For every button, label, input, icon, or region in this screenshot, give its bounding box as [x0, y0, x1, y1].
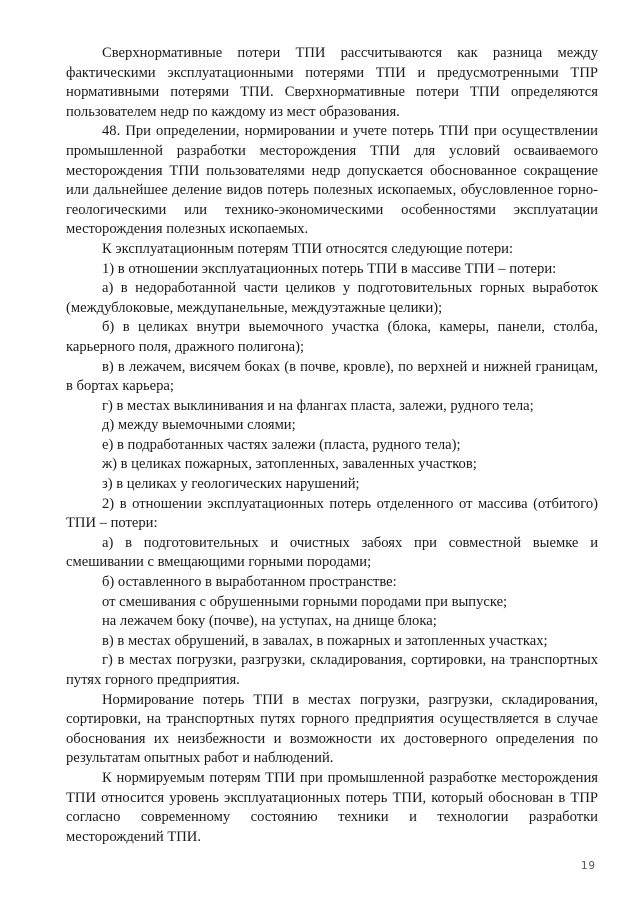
paragraph: в) в лежачем, висячем боках (в почве, кровле), по верхней и нижней границам, в бортах карьера; [66, 358, 598, 395]
paragraph: г) в местах погрузки, разгрузки, складирования, сортировки, на транспортных путях горного предприятия. [66, 652, 598, 688]
paragraph: 48. При определении, нормировании и учете потерь ТПИ при осуществлении промышленной разработки месторождения ТПИ для условий осваиваемого месторождения ТПИ пользователями недр допускается обоснованное сокращение или дальнейшее деление видов потерь полезных ископаемых, обусловленное горно-геологическими или технико-экономическими особенностями эксплуатации месторождения полезных ископаемых. [66, 123, 598, 238]
paragraph: К эксплуатационным потерям ТПИ относятся следующие потери: [102, 240, 514, 257]
paragraph: 1) в отношении эксплуатационных потерь ТПИ в массиве ТПИ – потери: [102, 260, 557, 277]
page-number: 19 [580, 859, 596, 872]
paragraph: 2) в отношении эксплуатационных потерь отделенного от массива (отбитого) ТПИ – потери: [66, 495, 598, 532]
paragraph: б) в целиках внутри выемочного участка (блока, камеры, панели, столба, карьерного поля, дражного полигона); [66, 319, 598, 355]
paragraph: а) в недоработанной части целиков у подготовительных горных выработок (междублоковые, междупанельные, междуэтажные целики); [66, 280, 598, 316]
paragraph: з) в целиках у геологических нарушений; [102, 476, 360, 493]
paragraph: от смешивания с обрушенными горными породами при выпуске; [102, 593, 508, 610]
paragraph: в) в местах обрушений, в завалах, в пожарных и затопленных участках; [102, 632, 548, 649]
paragraph: Нормирование потерь ТПИ в местах погрузки, разгрузки, складирования, сортировки, на транспортных путях горного предприятия осуществляется в случае обоснования их неизбежности и возможности их достоверного определения по результатам опытных работ и наблюдений. [66, 691, 598, 767]
paragraph: Сверхнормативные потери ТПИ рассчитываются как разница между фактическими эксплуатационными потерями ТПИ и предусмотренными ТПР нормативными потерями ТПИ. Сверхнормативные потери ТПИ определяются пользователем недр по каждому из мест образования. [66, 45, 598, 120]
paragraph: К нормируемым потерям ТПИ при промышленной разработке месторождения ТПИ относится уровень эксплуатационных потерь ТПИ, который обоснован в ТПР согласно современному состоянию техники и технологии разработки месторождений ТПИ. [66, 769, 598, 845]
paragraph: ж) в целиках пожарных, затопленных, заваленных участков; [102, 456, 477, 473]
paragraph: б) оставленного в выработанном пространстве: [102, 574, 397, 591]
paragraph: д) между выемочными слоями; [102, 417, 296, 434]
paragraph: а) в подготовительных и очистных забоях при совместной выемке и смешивании с вмещающими горными породами; [66, 534, 598, 571]
document-body [66, 44, 598, 847]
paragraph: на лежачем боку (почве), на уступах, на днище блока; [102, 613, 437, 630]
paragraph: г) в местах выклинивания и на флангах пласта, залежи, рудного тела; [102, 397, 534, 414]
paragraph: е) в подработанных частях залежи (пласта, рудного тела); [102, 436, 461, 453]
